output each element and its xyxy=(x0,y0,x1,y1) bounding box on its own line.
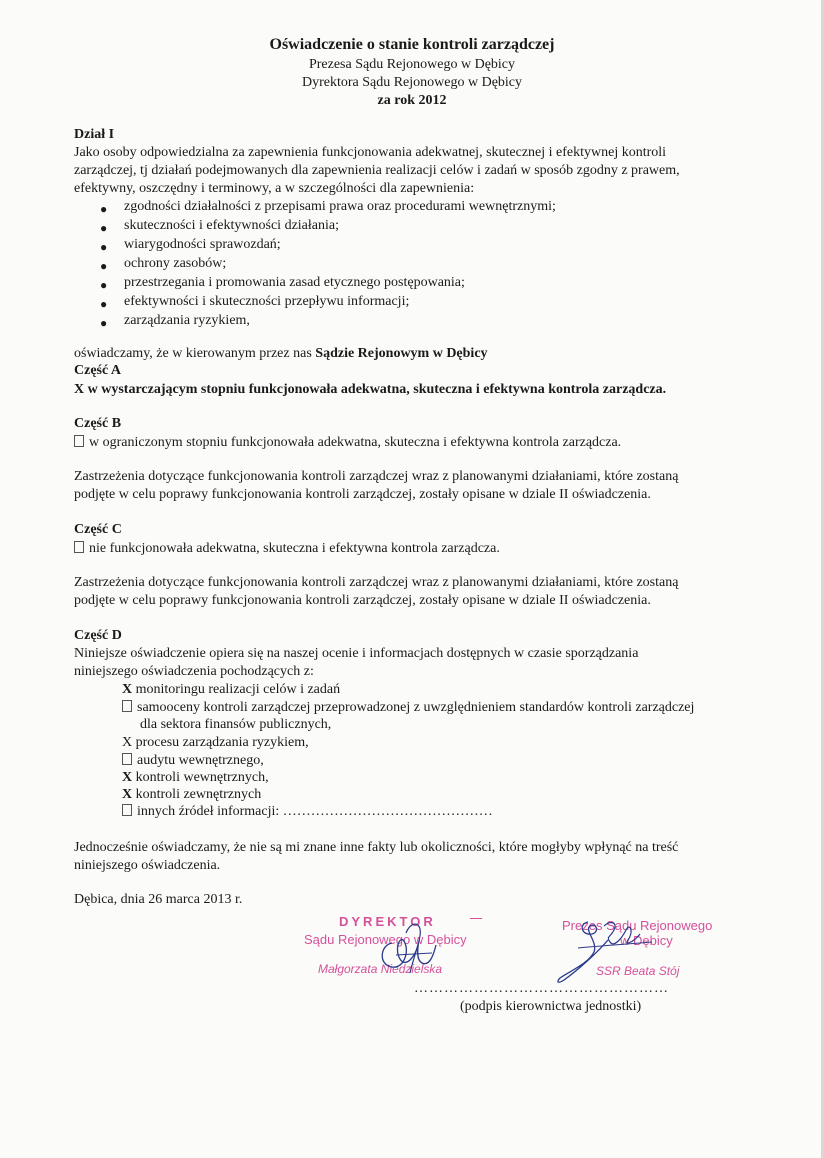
source-text: innych źródeł informacji: ……………………………………… xyxy=(137,804,493,819)
source-item xyxy=(122,700,694,716)
place-date: Dębica, dnia 26 marca 2013 r. xyxy=(74,892,243,907)
list-item: efektywności i skuteczności przepływu informacji; xyxy=(124,294,410,309)
source-text: dla sektora finansów publicznych, xyxy=(140,717,332,732)
signature-right-icon xyxy=(548,912,668,992)
section-heading-dzial-1: Dział I xyxy=(74,127,115,142)
bullet-marker: ● xyxy=(100,202,108,216)
document-title: Oświadczenie o stanie kontroli zarządczej xyxy=(269,36,555,53)
source-text: samooceny kontroli zarządczej przeprowadzonej z uwzględnieniem standardów kontroli zarządczej xyxy=(137,700,695,715)
checkbox-empty-icon xyxy=(74,541,84,553)
dzial1-intro-line-3: efektywny, oszczędny i terminowy, a w szczególności dla zapewnienia: xyxy=(74,181,475,196)
bullet-marker: ● xyxy=(100,297,108,311)
section-heading-czesc-c: Część C xyxy=(74,522,122,537)
section-heading-czesc-d: Część D xyxy=(74,628,122,643)
bullet-marker: ● xyxy=(100,259,108,273)
source-mark: X xyxy=(122,735,133,750)
stamp-right-line-3: SSR Beata Stój xyxy=(596,964,680,978)
declaration-prefix: oświadczamy, że w kierowanym przez nas xyxy=(74,346,312,361)
czesc-c-line xyxy=(74,541,500,557)
stamp-left-line-1: DYREKTOR xyxy=(339,914,436,929)
section-heading-czesc-b: Część B xyxy=(74,416,122,431)
czesc-b-note-line-1: Zastrzeżenia dotyczące funkcjonowania kontroli zarządczej wraz z planowanymi działaniami, które zostaną xyxy=(74,469,679,484)
signature-left-icon xyxy=(370,915,450,985)
czesc-b-line xyxy=(74,435,621,451)
section-heading-czesc-a: Część A xyxy=(74,363,122,378)
closing-line-1: Jednocześnie oświadczamy, że nie są mi znane inne fakty lub okoliczności, które mogłyby wpłynąć na treść xyxy=(74,840,679,855)
source-item xyxy=(122,770,269,786)
bullet-marker: ● xyxy=(100,221,108,235)
source-item xyxy=(122,753,264,769)
czesc-d-intro-line-2: niniejszego oświadczenia pochodzących z: xyxy=(74,664,314,679)
source-item xyxy=(122,787,261,803)
source-item xyxy=(122,682,340,698)
declaration-unit: Sądzie Rejonowym w Dębicy xyxy=(315,346,488,361)
czesc-b-note-line-2: podjęte w celu poprawy funkcjonowania kontroli zarządczej, zostały opisane w dziale II oświadczenia. xyxy=(74,487,651,502)
declaration-line xyxy=(74,346,488,362)
signature-dots: …………………………………………… xyxy=(414,981,669,996)
czesc-c-text: nie funkcjonowała adekwatna, skuteczna i efektywna kontrola zarządcza. xyxy=(89,541,500,556)
checkbox-empty-icon xyxy=(122,700,132,712)
stamp-left-line-3: Małgorzata Niedzielska xyxy=(318,962,443,976)
header-line-1: Prezesa Sądu Rejonowego w Dębicy xyxy=(308,57,516,72)
list-item: przestrzegania i promowania zasad etycznego postępowania; xyxy=(124,275,465,290)
czesc-c-note-line-2: podjęte w celu poprawy funkcjonowania kontroli zarządczej, zostały opisane w dziale II oświadczenia. xyxy=(74,593,651,608)
source-text: kontroli wewnętrznych, xyxy=(135,770,269,785)
bullet-marker: ● xyxy=(100,316,108,330)
list-item: zarządzania ryzykiem, xyxy=(124,313,250,328)
stamp-left-line-2: Sądu Rejonowego w Dębicy xyxy=(304,932,467,947)
list-item: skuteczności i efektywności działania; xyxy=(124,218,339,233)
closing-line-2: niniejszego oświadczenia. xyxy=(74,858,221,873)
source-text: monitoringu realizacji celów i zadań xyxy=(135,682,341,697)
czesc-b-text: w ograniczonym stopniu funkcjonowała adekwatna, skuteczna i efektywna kontrola zarządcza. xyxy=(89,435,622,450)
source-item xyxy=(122,735,309,751)
source-text: audytu wewnętrznego, xyxy=(137,753,264,768)
header-line-3: za rok 2012 xyxy=(377,93,447,108)
source-mark: X xyxy=(122,770,133,785)
stamp-mark xyxy=(470,918,482,919)
source-item xyxy=(122,804,493,820)
header-line-2: Dyrektora Sądu Rejonowego w Dębicy xyxy=(301,75,523,90)
signature-caption: (podpis kierownictwa jednostki) xyxy=(460,999,642,1014)
source-text: kontroli zewnętrznych xyxy=(135,787,262,802)
checkbox-empty-icon xyxy=(74,435,84,447)
list-item: zgodności działalności z przepisami prawa oraz procedurami wewnętrznymi; xyxy=(124,199,556,214)
dzial1-intro-line-1: Jako osoby odpowiedzialna za zapewnienia funkcjonowania adekwatnej, skutecznej i efektywnej kontroli xyxy=(74,145,667,160)
checkbox-empty-icon xyxy=(122,753,132,765)
source-mark: X xyxy=(122,787,133,802)
stamp-right-line-2: w Dębicy xyxy=(620,933,673,948)
bullet-marker: ● xyxy=(100,240,108,254)
czesc-d-intro-line-1: Niniejsze oświadczenie opiera się na naszej ocenie i informacjach dostępnych w czasie sporządzania xyxy=(74,646,639,661)
list-item: ochrony zasobów; xyxy=(124,256,227,271)
source-text: procesu zarządzania ryzykiem, xyxy=(135,735,309,750)
source-item-continuation xyxy=(140,717,331,733)
czesc-c-note-line-1: Zastrzeżenia dotyczące funkcjonowania kontroli zarządczej wraz z planowanymi działaniami, które zostaną xyxy=(74,575,679,590)
dzial1-intro-line-2: zarządczej, tj działań podejmowanych dla zapewnienia realizacji celów i zadań w sposób zgodny z prawem, xyxy=(74,163,680,178)
stamp-right-line-1: Prezes Sądu Rejonowego xyxy=(562,918,713,933)
czesc-a-text: X w wystarczającym stopniu funkcjonowała adekwatna, skuteczna i efektywna kontrola zarządcza. xyxy=(74,382,667,397)
list-item: wiarygodności sprawozdań; xyxy=(124,237,281,252)
source-mark: X xyxy=(122,682,133,697)
bullet-marker: ● xyxy=(100,278,108,292)
checkbox-empty-icon xyxy=(122,804,132,816)
